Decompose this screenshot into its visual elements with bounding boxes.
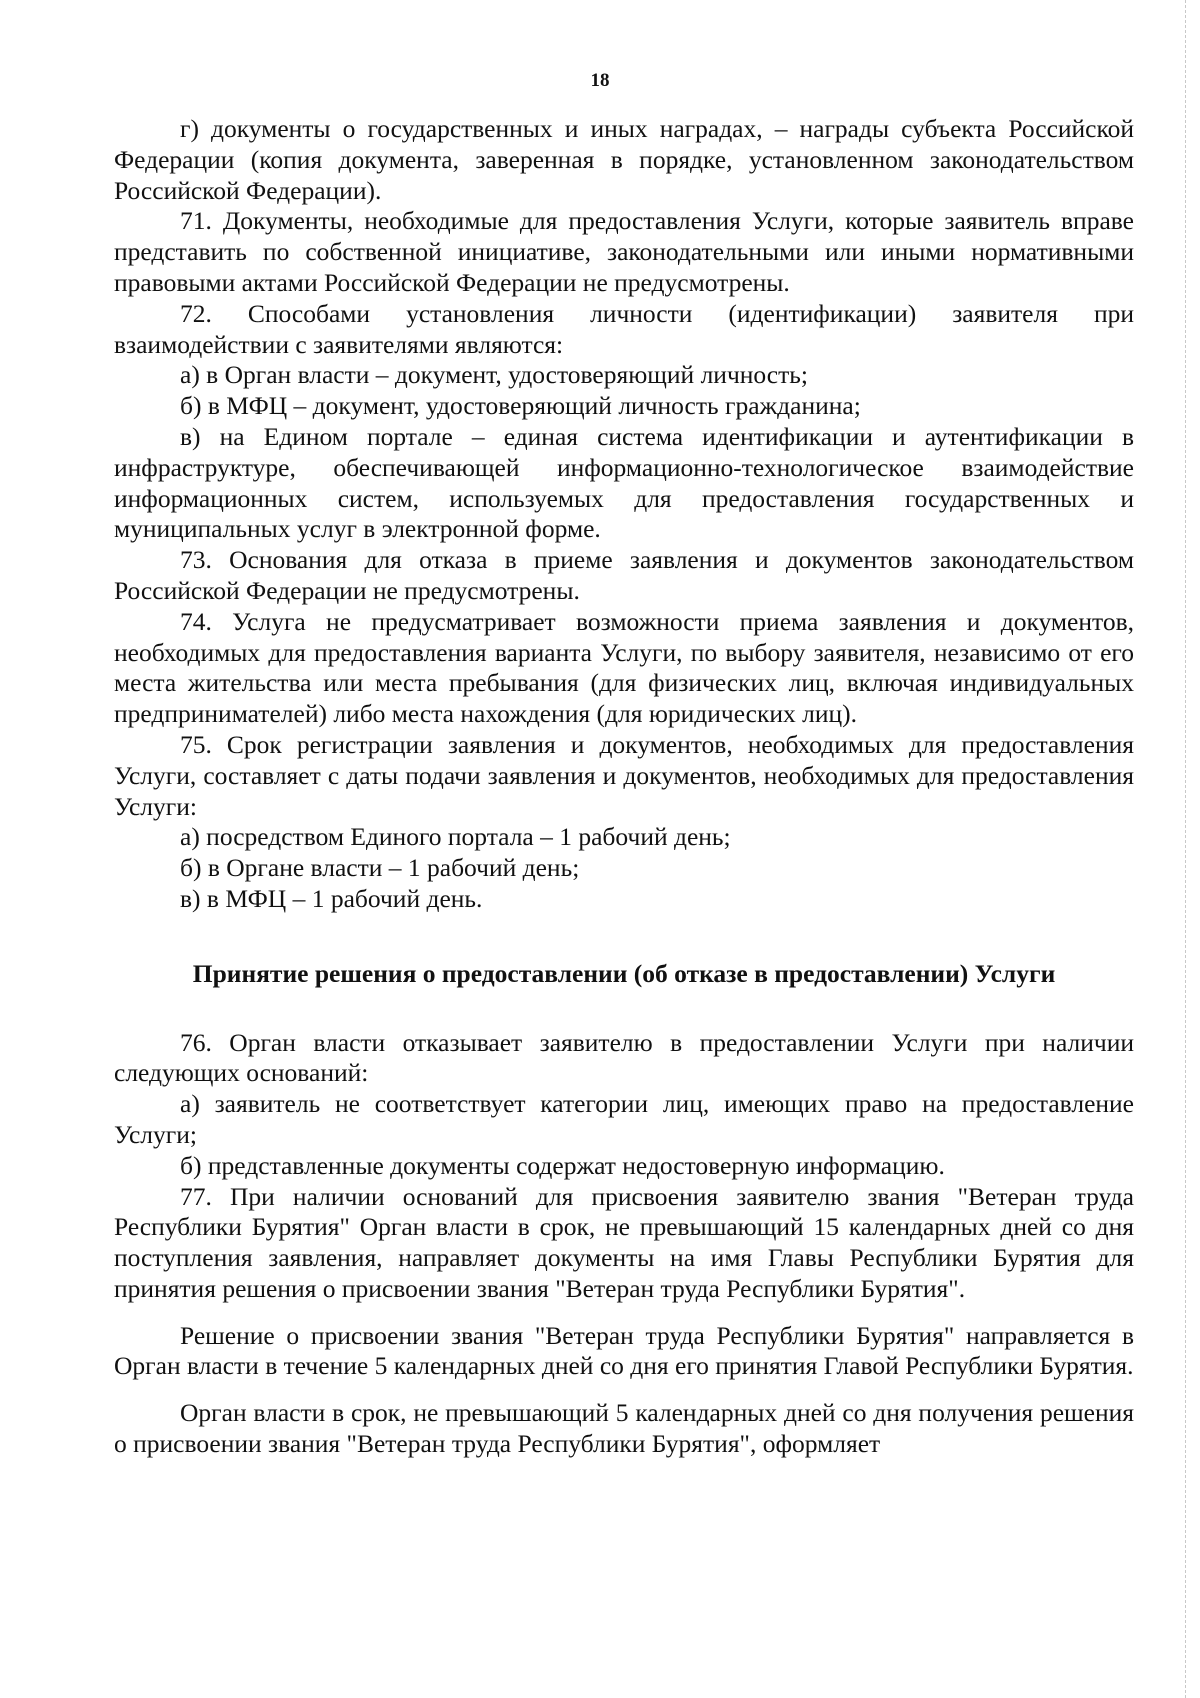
document-body [114, 114, 1134, 1460]
paragraph-77: 77. При наличии оснований для присвоения заявителю звания "Ветеран труда Республики Бурятия" Орган власти в срок, не превышающий 15 календарных дней со дня поступления заявления, направляет документы на имя Главы Республики Бурятия для принятия решения о присвоении звания "Ветеран труда Республики Бурятия". [114, 1181, 1134, 1303]
paragraph-74: 74. Услуга не предусматривает возможности приема заявления и документов, необходимых для предоставления варианта Услуги, по выбору заявителя, независимо от его места жительства или места пребывания (для физических лиц, включая индивидуальных предпринимателей) либо места нахождения (для юридических лиц). [114, 606, 1134, 729]
paragraph-72: 72. Способами установления личности (идентификации) заявителя при взаимодействии с заявителями являются: [114, 298, 1134, 359]
paragraph-decision: Решение о присвоении звания "Ветеран труда Республики Бурятия" направляется в Орган власти в течение 5 календарных дней со дня его принятия Главой Республики Бурятия. [114, 1320, 1134, 1381]
paragraph-75: 75. Срок регистрации заявления и документов, необходимых для предоставления Услуги, составляет с даты подачи заявления и документов, необходимых для предоставления Услуги: [114, 729, 1134, 821]
paragraph-76-a: а) заявитель не соответствует категории лиц, имеющих право на предоставление Услуги; [114, 1089, 1134, 1149]
paragraph-item-g: г) документы о государственных и иных наградах, – награды субъекта Российской Федерации (копия документа, заверенная в порядке, установленном законодательством Российской Федерации). [114, 114, 1134, 205]
paragraph-registration: Орган власти в срок, не превышающий 5 календарных дней со дня получения решения о присвоении звания "Ветеран труда Республики Бурятия", оформляет [114, 1398, 1134, 1459]
page-edge-line [1185, 0, 1186, 1698]
paragraph-72-v: в) на Едином портале – единая система идентификации и аутентификации в инфраструктуре, обеспечивающей информационно-технологическое взаимодействие информационных систем, используемых для предоставления государственных и муниципальных услуг в электронной форме. [114, 421, 1134, 544]
paragraph-73: 73. Основания для отказа в приеме заявления и документов законодательством Российской Федерации не предусмотрены. [114, 545, 1134, 605]
paragraph-72-b: б) в МФЦ – документ, удостоверяющий личность гражданина; [180, 391, 861, 421]
paragraph-76-b: б) представленные документы содержат недостоверную информацию. [180, 1150, 945, 1180]
page-number: 18 [590, 70, 610, 91]
paragraph-72-a: а) в Орган власти – документ, удостоверяющий личность; [180, 360, 808, 390]
paragraph-76: 76. Орган власти отказывает заявителю в предоставлении Услуги при наличии следующих оснований: [114, 1027, 1134, 1088]
paragraph-75-b: б) в Органе власти – 1 рабочий день; [180, 853, 580, 883]
paragraph-75-a: а) посредством Единого портала – 1 рабочий день; [180, 822, 731, 852]
paragraph-75-v: в) в МФЦ – 1 рабочий день. [180, 883, 483, 913]
paragraph-71: 71. Документы, необходимые для предоставления Услуги, которые заявитель вправе представить по собственной инициативе, законодательными или иными нормативными правовыми актами Российской Федерации не предусмотрены. [114, 206, 1134, 297]
section-heading: Принятие решения о предоставлении (об отказе в предоставлении) Услуги [192, 958, 1056, 988]
